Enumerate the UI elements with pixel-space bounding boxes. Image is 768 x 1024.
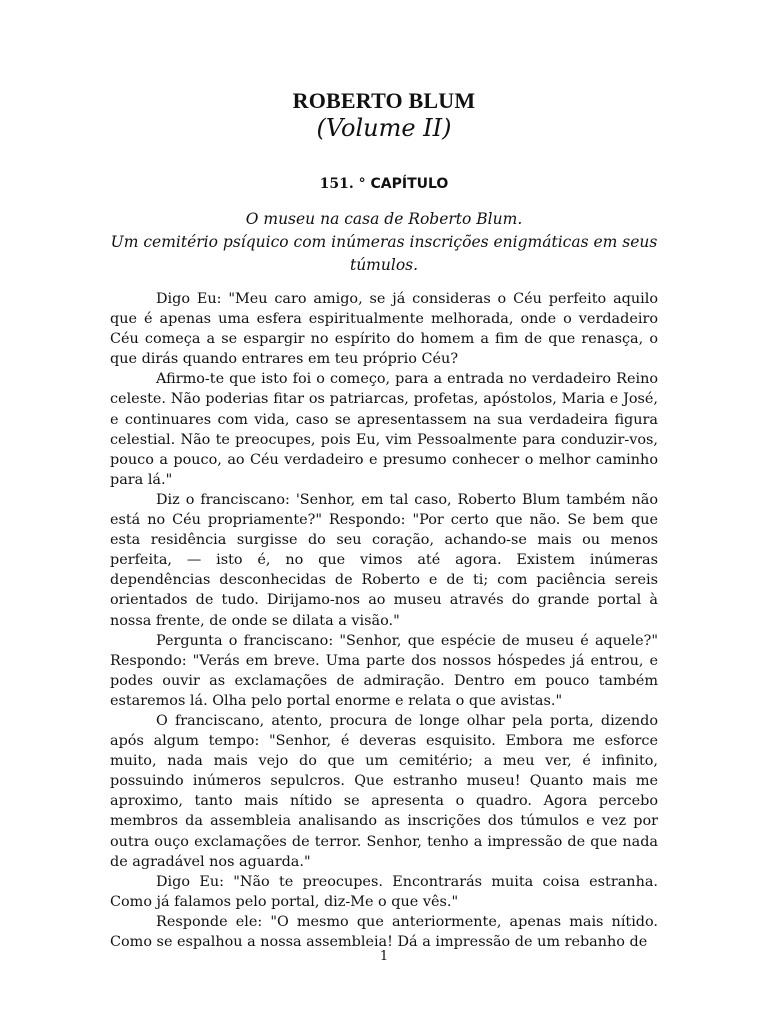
chapter-subtitle <box>110 208 658 277</box>
paragraph: Digo Eu: "Meu caro amigo, se já consideras o Céu perfeito aquilo que é apenas uma esfera espiritualmente melhorada, onde o verdadeiro Céu começa a se espargir no espírito do homem a fim de que renasça, o que dirás quando entrares em teu próprio Céu? <box>110 291 658 368</box>
paragraph: Afirmo-te que isto foi o começo, para a entrada no verdadeiro Reino celeste. Não poderias fitar os patriarcas, profetas, apóstolos, Maria e José, e continuares com vida, caso se apresentassem na sua verdadeira figura celestial. Não te preocupes, pois Eu, vim Pessoalmente para conduzir-vos, pouco a pouco, ao Céu verdadeiro e presumo conhecer o melhor caminho para lá." <box>110 371 658 488</box>
subtitle-line-2: Um cemitério psíquico com inúmeras inscrições enigmáticas em seus túmulos. <box>110 233 658 274</box>
chapter-word: CAPÍTULO <box>370 176 449 192</box>
paragraph: Diz o franciscano: 'Senhor, em tal caso, Roberto Blum também não está no Céu propriamente?" Respondo: "Por certo que não. Se bem que esta residência surgisse do seu coração, achando-se mais ou menos perfeita, — isto é, no que vimos até agora. Existem inúmeras dependências desconhecidas de Roberto e de ti; com paciência sereis orientados de tudo. Dirijamo-nos ao museu através do grande portal à nossa frente, de onde se dilata a visão." <box>110 491 658 629</box>
subtitle-line-1: O museu na casa de Roberto Blum. <box>245 210 523 228</box>
chapter-number: 151. ° <box>319 176 366 192</box>
paragraph: O franciscano, atento, procura de longe olhar pela porta, dizendo após algum tempo: "Senhor, é deveras esquisito. Embora me esforce muito, nada mais vejo do que um cemitério; a meu ver, é infinito, possuindo inúmeros sepulcros. Que estranho museu! Quanto mais me aproximo, tanto mais nítido se apresenta o quadro. Agora percebo membros da assembleia analisando as inscrições dos túmulos e vez por outra ouço exclamações de terror. Senhor, tenho a impressão de que nada de agradável nos aguarda." <box>110 712 658 870</box>
volume-label: (Volume II) <box>316 114 452 142</box>
page-number: 1 <box>379 949 389 964</box>
book-title: ROBERTO BLUM <box>292 88 476 113</box>
chapter-heading <box>0 176 768 192</box>
paragraph: Digo Eu: "Não te preocupes. Encontrarás muita coisa estranha. Como já falamos pelo portal, diz-Me o que vês." <box>110 873 658 910</box>
body-text <box>110 289 658 952</box>
paragraph: Responde ele: "O mesmo que anteriormente, apenas mais nítido. Como se espalhou a nossa assembleia! Dá a impressão de um rebanho de <box>110 913 658 950</box>
paragraph: Pergunta o franciscano: "Senhor, que espécie de museu é aquele?" Respondo: "Verás em breve. Uma parte dos nossos hóspedes já entrou, e podes ouvir as exclamações de admiração. Dentro em pouco também estaremos lá. Olha pelo portal enorme e relata o que avistas." <box>110 632 658 709</box>
